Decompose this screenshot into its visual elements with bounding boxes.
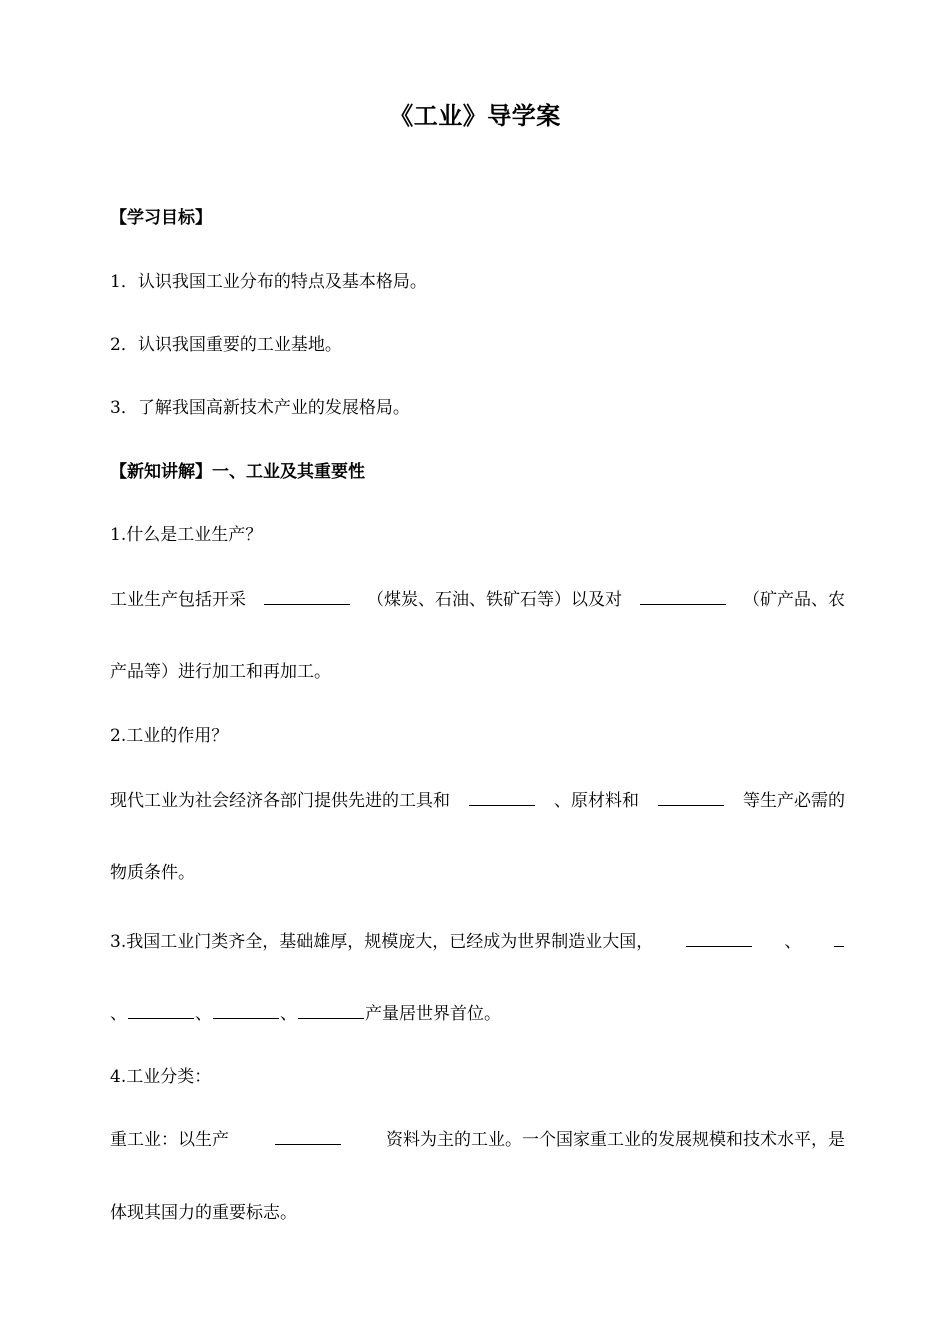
question-2-line-1 [110, 788, 845, 813]
blank-q1-2 [640, 587, 726, 605]
question-1-title: 1.什么是工业生产？ [110, 525, 263, 545]
q1-text-a: 工业生产包括开采 [110, 590, 246, 610]
q3-sep-b: 、 [110, 1004, 127, 1024]
question-2-line-2: 物质条件。 [110, 863, 195, 883]
q1-text-c: （矿产品、农 [743, 590, 845, 610]
blank-q3-1 [686, 929, 752, 947]
blank-q3-2 [834, 929, 844, 947]
question-3-line-1 [110, 929, 845, 954]
question-1-line-1 [110, 587, 845, 612]
q1-text-b: （煤炭、石油、铁矿石等）以及对 [367, 590, 622, 610]
question-1-line-2: 产品等）进行加工和再加工。 [110, 662, 331, 682]
q3-text-end: 产量居世界首位。 [365, 1004, 501, 1024]
document-title: 《工业》导学案 [389, 102, 561, 130]
question-2-title: 2.工业的作用？ [110, 726, 229, 746]
goal-item-1: 1．认识我国工业分布的特点及基本格局。 [110, 272, 427, 292]
question-4-line-1 [110, 1127, 845, 1152]
blank-q2-2 [658, 788, 724, 806]
blank-q2-1 [469, 788, 535, 806]
q3-sep-a: 、 [784, 932, 802, 952]
goal-item-2: 2．认识我国重要的工业基地。 [110, 335, 342, 355]
q3-sep-d: 、 [280, 1004, 297, 1024]
blank-q3-3 [128, 1001, 194, 1019]
q3-sep-c: 、 [195, 1004, 212, 1024]
q4-text-b: 资料为主的工业。一个国家重工业的发展规模和技术水平，是 [386, 1130, 845, 1150]
question-4-line-2: 体现其国力的重要标志。 [110, 1203, 297, 1223]
q2-text-c: 等生产必需的 [743, 791, 845, 811]
blank-q1-1 [264, 587, 350, 605]
blank-q3-4 [213, 1001, 279, 1019]
question-3-line-2 [110, 1001, 845, 1026]
goal-item-3: 3．了解我国高新技术产业的发展格局。 [110, 398, 410, 418]
blank-q4-1 [275, 1127, 341, 1145]
q2-text-b: 、原材料和 [554, 791, 639, 811]
q2-text-a: 现代工业为社会经济各部门提供先进的工具和 [110, 791, 450, 811]
new-knowledge-heading: 【新知讲解】一、工业及其重要性 [110, 462, 365, 482]
learning-goals-heading: 【学习目标】 [110, 208, 212, 228]
blank-q3-5 [298, 1001, 364, 1019]
q4-text-a: 重工业：以生产 [110, 1130, 229, 1150]
question-4-title: 4.工业分类： [110, 1067, 212, 1087]
q3-text-a: 3.我国工业门类齐全，基础雄厚，规模庞大，已经成为世界制造业大国， [110, 932, 654, 952]
